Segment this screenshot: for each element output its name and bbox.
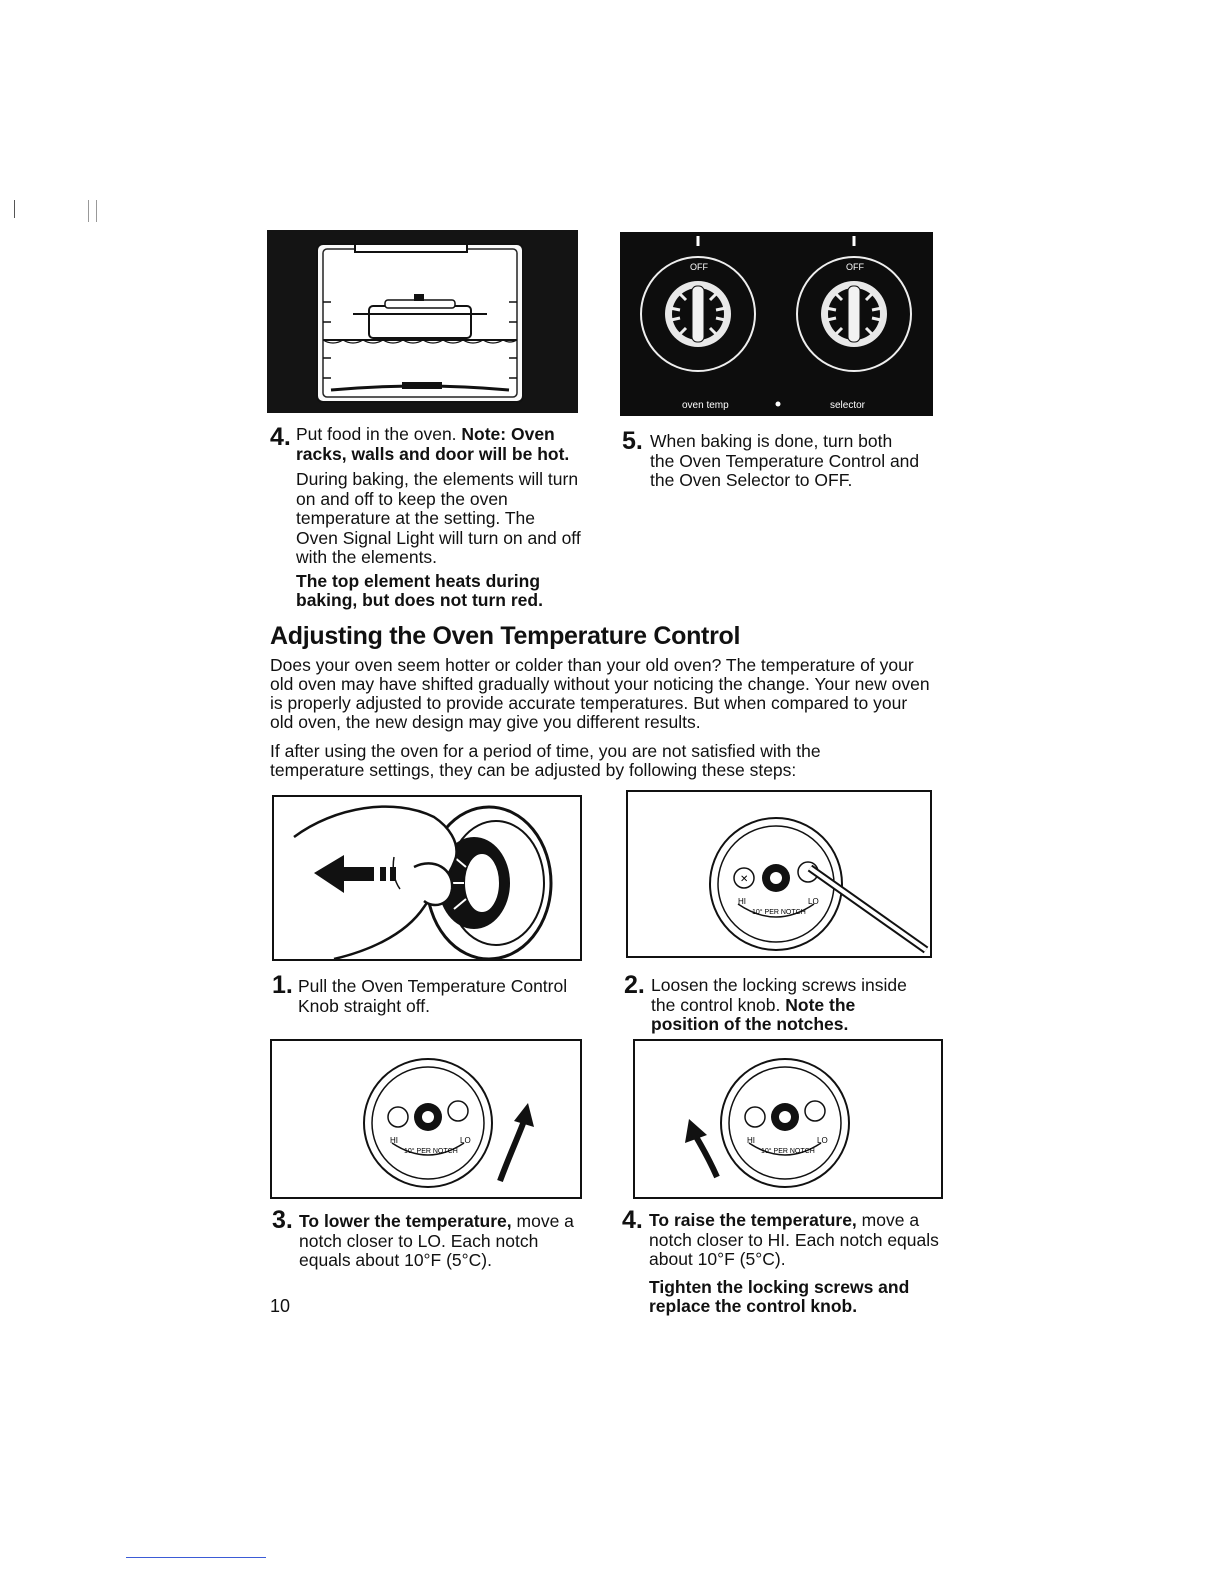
step-4-number: 4.	[622, 1206, 643, 1234]
raise-temp-illustration	[633, 1039, 943, 1199]
right-off-label: OFF	[846, 262, 864, 272]
step-4-bold: To raise the temperature,	[649, 1210, 857, 1230]
top-step-4-number: 4.	[270, 423, 291, 451]
raise-temp-drawing	[635, 1041, 941, 1197]
fig4-notch-label: 10° PER NOTCH	[761, 1148, 815, 1155]
section-paragraph-2: If after using the oven for a period of time, you are not satisfied with the temperature settings, they can be adjusted by following these steps:	[270, 741, 821, 780]
top-step-5-number: 5.	[622, 427, 643, 455]
step-4-plain: move a notch closer to HI. Each notch equals about 10°F (5°C).	[649, 1210, 939, 1269]
fig2-hi-label: HI	[738, 897, 746, 906]
step-3-text	[299, 1212, 584, 1271]
scan-line	[126, 1557, 266, 1558]
page-number: 10	[270, 1296, 291, 1316]
fig3-notch-label: 10° PER NOTCH	[404, 1148, 458, 1155]
top-step-4-body: During baking, the elements will turn on and off to keep the oven temperature at the setting. The Oven Signal Light will turn on and off with the elements.	[296, 469, 581, 567]
loosen-screws-drawing	[628, 792, 930, 956]
step-2-plain: Loosen the locking screws inside the control knob.	[651, 975, 907, 1015]
step-3-plain: move a notch closer to LO. Each notch equals about 10°F (5°C).	[299, 1211, 574, 1270]
control-panel-drawing	[620, 232, 933, 416]
step-3-bold: To lower the temperature,	[299, 1211, 512, 1231]
fig3-lo-label: LO	[460, 1136, 471, 1145]
oven-interior-illustration	[267, 230, 578, 413]
section-heading: Adjusting the Oven Temperature Control	[270, 622, 741, 650]
top-step-4-hot-note: Note: Oven racks, walls and door will be hot.	[296, 424, 570, 464]
fig3-hi-label: HI	[390, 1136, 398, 1145]
loosen-screws-illustration	[626, 790, 932, 958]
step-3-number: 3.	[272, 1206, 293, 1234]
step-4-text	[649, 1211, 944, 1317]
step-2-bold: Note the position of the notches.	[651, 994, 856, 1034]
oven-interior-drawing	[267, 230, 578, 413]
top-step-5-text: When baking is done, turn both the Oven Temperature Control and the Oven Selector to OFF.	[650, 431, 920, 490]
section-paragraph-1: Does your oven seem hotter or colder than your old oven? The temperature of your old oven may have shifted gradually without your noticing the change. Your new oven is properly adjusted to provide accurate temperatures. But when compared to your old oven, the new design may give you different results.	[270, 655, 930, 732]
step-1-text: Pull the Oven Temperature Control Knob straight off.	[298, 976, 568, 1016]
oven-temp-label: oven temp	[682, 400, 729, 411]
control-panel-illustration	[620, 232, 933, 416]
lower-temp-illustration	[270, 1039, 582, 1199]
fig4-hi-label: HI	[747, 1136, 755, 1145]
scan-mark	[96, 200, 97, 222]
pull-knob-illustration	[272, 795, 582, 961]
fig4-lo-label: LO	[817, 1136, 828, 1145]
top-step-4-text	[296, 425, 581, 611]
scan-mark	[14, 200, 15, 218]
selector-label: selector	[830, 400, 866, 411]
step-2-text	[651, 976, 926, 1035]
step-4-tighten-note: Tighten the locking screws and replace the control knob.	[649, 1276, 910, 1316]
fig2-lo-label: LO	[808, 897, 819, 906]
svg-text:✕: ✕	[740, 874, 749, 885]
step-2-number: 2.	[624, 971, 645, 999]
scan-mark	[88, 200, 89, 222]
step-1-number: 1.	[272, 971, 293, 999]
top-step-4-line1: Put food in the oven.	[296, 424, 462, 444]
pull-knob-drawing	[274, 797, 580, 959]
lower-temp-drawing	[272, 1041, 580, 1197]
fig2-notch-label: 10° PER NOTCH	[752, 909, 806, 916]
left-off-label: OFF	[690, 262, 708, 272]
top-step-4-element-note: The top element heats during baking, but does not turn red.	[296, 570, 543, 610]
